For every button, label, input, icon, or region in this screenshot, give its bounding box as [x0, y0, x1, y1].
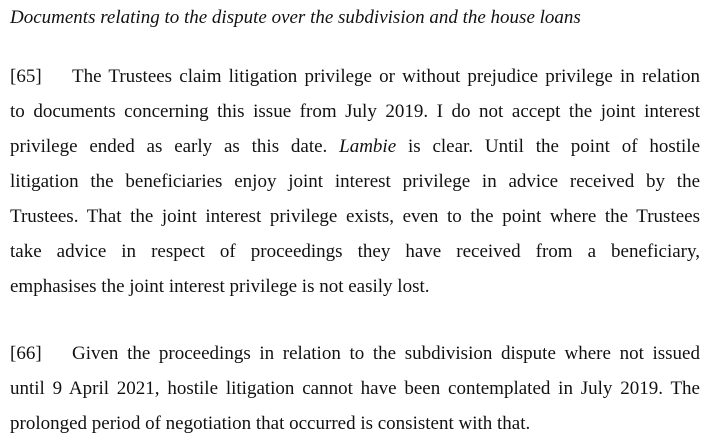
paragraph-line — [10, 59, 700, 94]
paragraph-line — [10, 336, 700, 371]
paragraph-line: until 9 April 2021, hostile litigation cannot have been contemplated in July 2019. The — [10, 378, 700, 399]
paragraph-number: [65] — [10, 66, 42, 87]
paragraph-line: litigation the beneficiaries enjoy joint interest privilege in advice received by the — [10, 171, 700, 192]
paragraph-65 — [10, 59, 700, 304]
paragraph-line: Trustees. That the joint interest privilege exists, even to the point where the Trustees — [10, 206, 700, 227]
section-heading: Documents relating to the dispute over the subdivision and the house loans — [10, 7, 581, 28]
paragraph-text: Given the proceedings in relation to the subdivision dispute where not issued — [72, 343, 700, 364]
paragraph-line — [10, 129, 700, 164]
paragraph-text: is clear. Until the point of hostile — [407, 136, 700, 157]
paragraph-text: privilege ended as early as this date. — [10, 136, 340, 157]
paragraph-number: [66] — [10, 343, 42, 364]
paragraph-line: take advice in respect of proceedings they have received from a beneficiary, — [10, 241, 700, 262]
paragraph-text: The Trustees claim litigation privilege or without prejudice privilege in relation — [72, 66, 700, 87]
case-name-citation: Lambie — [339, 136, 397, 157]
paragraph-line: prolonged period of negotiation that occurred is consistent with that. — [10, 413, 531, 434]
paragraph-line: emphasises the joint interest privilege is not easily lost. — [10, 276, 430, 297]
paragraph-line: to documents concerning this issue from July 2019. I do not accept the joint interest — [10, 101, 700, 122]
paragraph-66 — [10, 336, 700, 441]
